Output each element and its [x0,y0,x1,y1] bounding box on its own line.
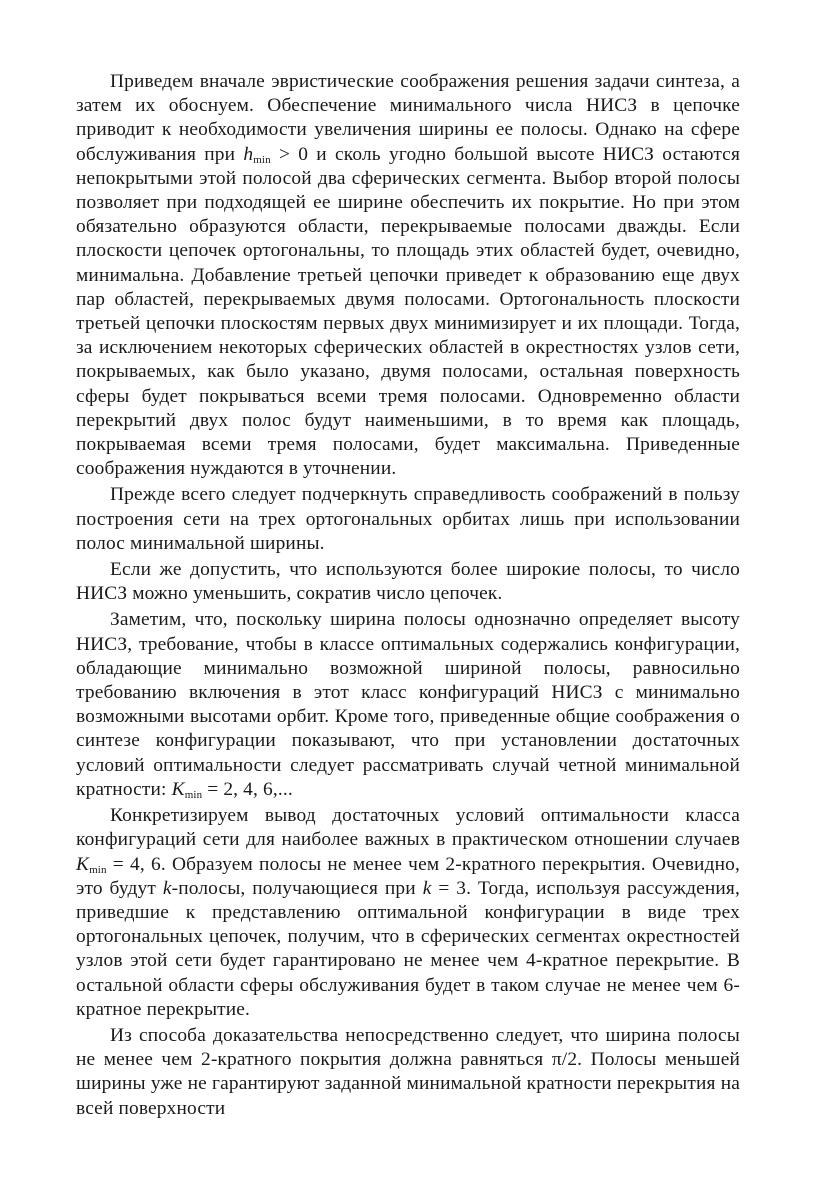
k-variable: K [76,853,90,875]
paragraph-5-mid3: = 3. Тогда, используя рассуждения, приведшие к представлению оптимальной конфигурации в виде трех ортогональных цепочек, получим, что в сферических сегментах окрестностей узлов этой сети будет гарантировано не менее чем 4-кратное перекрытие. В остальной области сферы обслуживания будет в таком случае не менее чем 6-кратное перекрытие. [76,877,740,1020]
min-subscript: min [253,153,271,166]
k-variable: k [162,877,172,899]
paragraph-1-tail: сколь угодно большой высоте НИСЗ остаются непокрытыми этой полосой два сферических сегмента. Выбор второй полосы позволяет при подходящей ее ширине обеспечить их покрытие. Но при этом обязательно образуются области, перекрываемые полосами дважды. Если плоскости цепочек ортогональны, то площадь этих областей будет, очевидно, минимальна. Добавление третьей цепочки приведет к образованию еще двух пар областей, перекрываемых двумя полосами. Ортогональность плоскости третьей цепочки плоскостям первых двух минимизирует и их площади. Тогда, за исключением некоторых сферических областей в окрестностях узлов сети, покрываемых, как было указано, двумя полосами, остальная поверхность сферы будет покрываться всеми тремя полосами. Одновременно области перекрытий двух полос будут наименьшими, в то время как площадь, покрываемая всеми тремя полосами, будет максимальна. Приведенные соображения нуждаются в уточнении. [76,143,741,480]
paragraph-6-tail: . Полосы меньшей ширины уже не гарантируют заданной минимальной кратности перекрытия на всей поверхности [76,1049,740,1119]
min-subscript: min [184,788,203,801]
h-variable: h [243,143,254,165]
paragraph-5-mid2: -полосы, получающиеся при [171,877,423,899]
paragraph-6-text: Из способа доказательства непосредственно следует, что ширина полосы не менее чем 2-кратного покрытия должна равняться [76,1024,740,1071]
pi-formula: π/2 [551,1049,578,1071]
k-variable: K [171,778,185,800]
paragraph-5-text: Конкретизируем вывод достаточных условий оптимальности класса конфигураций сети для наиболее важных в практическом отношении случаев [76,805,740,851]
k-variable: k [422,877,432,899]
formula-values: = 4, 6 [106,853,161,875]
paragraph-5 [76,804,740,1022]
page-body [76,70,740,1121]
paragraph-6 [76,1024,740,1121]
paragraph-5-mid1: . Образуем полосы не менее чем 2-кратного перекрытия. Очевидно, это будут [76,853,740,899]
formula-values: = 2, 4, 6,... [202,778,293,800]
paragraph-1 [76,70,740,481]
paragraph-4-text: Заметим, что, поскольку ширина полосы однозначно определяет высоту НИСЗ, требование, чтобы в классе оптимальных содержались конфигурации, обладающие минимально возможной шириной полосы, равносильно требованию включения в этот класс конфигураций НИСЗ с минимально возможными высотами орбит. Кроме того, приведенные общие соображения о синтезе конфигурации показывают, что при установлении достаточных условий оптимальности следует рассматривать случай четной минимальной кратности: [76,609,740,800]
formula-op: > 0 и [270,143,327,165]
paragraph-1-text: Приведем вначале эвристические соображения решения задачи синтеза, а затем их обоснуем. Обеспечение минимального числа НИСЗ в цепочке приводит к необходимости увеличения ширины ее полосы. Однако на сфере обслуживания при [76,71,740,165]
paragraph-2: Прежде всего следует подчеркнуть справедливость соображений в пользу построения сети на трех ортогональных орбитах лишь при использовании полос минимальной ширины. [76,484,740,554]
paragraph-3: Если же допустить, что используются более широкие полосы, то число НИСЗ можно уменьшить, сократив число цепочек. [76,559,740,605]
paragraph-4 [76,608,740,802]
min-subscript: min [89,863,107,876]
